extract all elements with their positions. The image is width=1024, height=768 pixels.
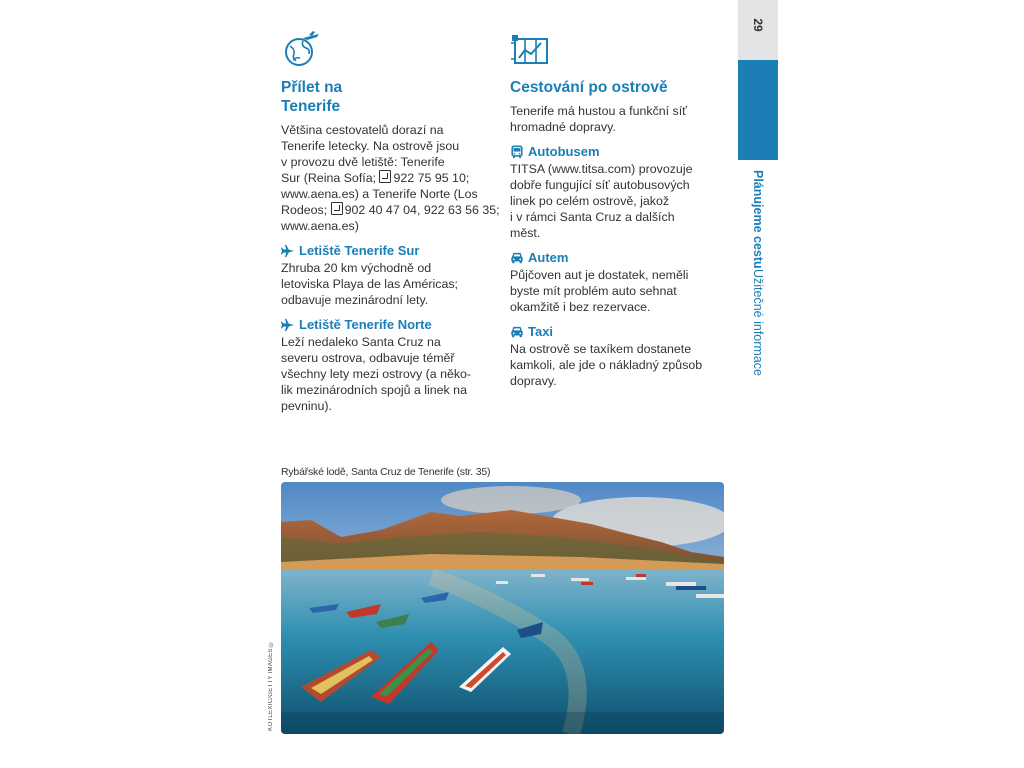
harbor-photo bbox=[281, 482, 724, 734]
car-text: Půjčoven aut je dostatek, neměli byste mít problém auto sehnat okamžitě i bez rezervace. bbox=[510, 268, 689, 314]
subheading-tenerife-sur: Letiště Tenerife Sur bbox=[281, 243, 506, 259]
car-icon bbox=[510, 251, 524, 265]
taxi-text: Na ostrově se taxíkem dostanete kamkoli, ale jde o nákladný způsob dopravy. bbox=[510, 342, 703, 388]
transport-intro: Tenerife má hustou a funkční síť hromadné dopravy. bbox=[510, 104, 687, 134]
airplane-icon bbox=[281, 318, 295, 332]
page-number: 29 bbox=[751, 18, 765, 32]
sidebar-section-marker bbox=[738, 60, 778, 160]
phone-icon bbox=[379, 170, 391, 183]
subheading-taxi: Taxi bbox=[510, 324, 730, 340]
airplane-icon bbox=[281, 244, 295, 258]
tenerife-sur-text: Zhruba 20 km východně od letoviska Playa de las Américas; odbavuje mezinárodní lety. bbox=[281, 261, 458, 307]
sidebar-section-label: Plánujeme cestuUžitečné informace bbox=[751, 170, 765, 376]
photo-caption: Rybářské lodě, Santa Cruz de Tenerife (str. 35) bbox=[281, 466, 491, 478]
harbor-illustration bbox=[281, 482, 724, 734]
left-column bbox=[281, 30, 506, 414]
section-title-arrival: Přílet na Tenerife bbox=[281, 79, 343, 115]
tenerife-norte-text: Leží nedaleko Santa Cruz na severu ostrova, odbavuje téměř všechny lety mezi ostrovy (a něko- lik mezinárodních spojů a linek na pevninu). bbox=[281, 335, 472, 413]
globe-plane-icon bbox=[281, 30, 321, 70]
subheading-car: Autem bbox=[510, 250, 730, 266]
subheading-tenerife-norte: Letiště Tenerife Norte bbox=[281, 317, 506, 333]
right-column bbox=[510, 30, 730, 389]
section-title-transport: Cestování po ostrově bbox=[510, 79, 668, 96]
map-route-icon bbox=[510, 30, 550, 70]
bus-text: TITSA (www.titsa.com) provozuje dobře fungující síť autobusových linek po celém ostrově, jakož i v rámci Santa Cruz a dalších měst. bbox=[510, 162, 693, 240]
photo-credit: KOTLEXIC/GETTY IMAGES © bbox=[268, 640, 274, 731]
subheading-bus: Autobusem bbox=[510, 144, 730, 160]
bus-icon bbox=[510, 145, 524, 159]
taxi-icon bbox=[510, 325, 524, 339]
phone-icon bbox=[331, 202, 343, 215]
arrival-intro: Většina cestovatelů dorazí na Tenerife letecky. Na ostrově jsou v provozu dvě letiště: Tenerife Sur (Reina Sofía; 922 75 95 10; www.aena.es) a Tenerife Norte (Los Rodeos; 902 40 47 04, 922 63 56 35; www.aena.es) bbox=[281, 123, 500, 233]
